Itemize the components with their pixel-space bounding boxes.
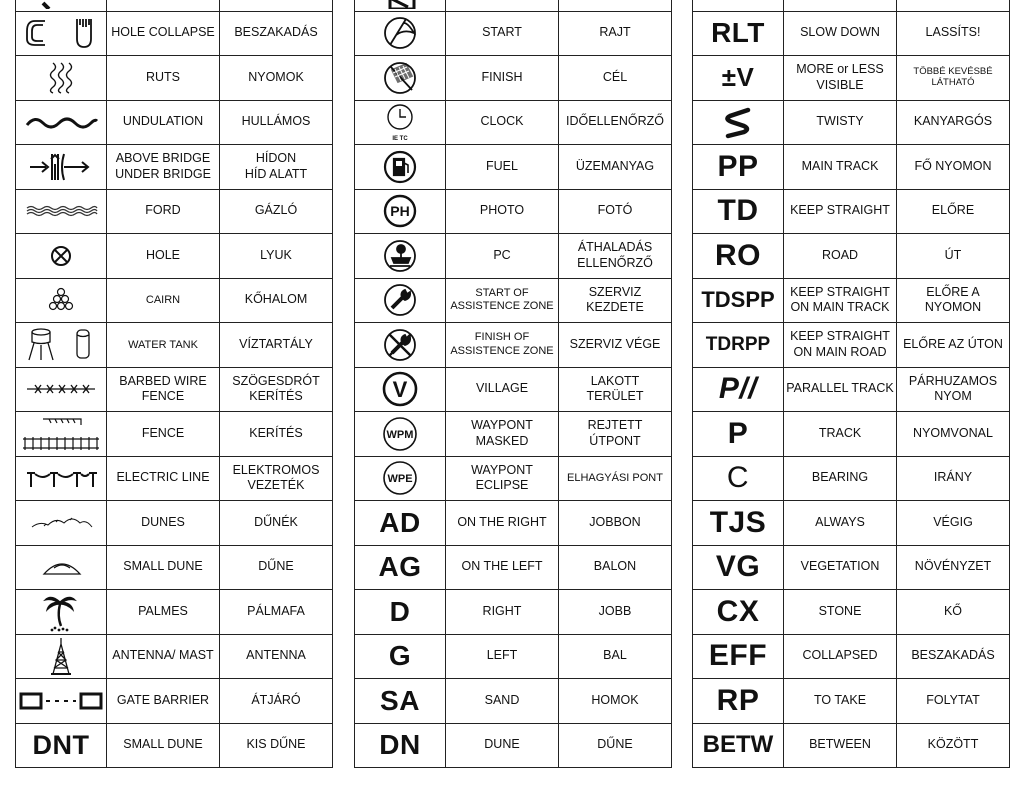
hungarian-term: SZÖGESDRÓT KERÍTÉS: [220, 367, 333, 412]
table-row: [355, 412, 672, 457]
finish-flag-icon: [355, 56, 446, 101]
village-icon: [355, 367, 446, 412]
table-row: [16, 100, 333, 145]
pc-stamp-icon: [355, 234, 446, 279]
hole-collapse-icon: [16, 11, 107, 56]
hungarian-term: IDŐELLENŐRZŐ: [559, 100, 672, 145]
legend-table-right: [692, 0, 1010, 768]
table-row: [693, 189, 1010, 234]
english-term: STONE: [784, 590, 897, 635]
fuel-icon: [355, 145, 446, 190]
english-term: [107, 0, 220, 11]
symbol-code: SA: [355, 679, 446, 724]
hungarian-term: SZERVIZ KEZDETE: [559, 278, 672, 323]
table-row: [355, 56, 672, 101]
english-term: FORD: [107, 189, 220, 234]
table-row: [693, 634, 1010, 679]
english-term: LEFT: [446, 634, 559, 679]
hungarian-term: GÁZLÓ: [220, 189, 333, 234]
top-cut-icon: [693, 0, 784, 11]
barbed-wire-icon: [16, 367, 107, 412]
hungarian-term: DŰNÉK: [220, 501, 333, 546]
hungarian-term: VÍZTARTÁLY: [220, 323, 333, 368]
english-term: BARBED WIRE FENCE: [107, 367, 220, 412]
table-row: [355, 323, 672, 368]
table-row: [355, 590, 672, 635]
hungarian-term: SZERVIZ VÉGE: [559, 323, 672, 368]
undulation-icon: [16, 100, 107, 145]
english-term: KEEP STRAIGHT: [784, 189, 897, 234]
english-term: WATER TANK: [107, 323, 220, 368]
table-row: [355, 0, 672, 11]
svg-text:WPE: WPE: [387, 473, 413, 486]
hungarian-term: ÜZEMANYAG: [559, 145, 672, 190]
electric-line-icon: [16, 456, 107, 501]
table-row: [16, 323, 333, 368]
english-term: BETWEEN: [784, 723, 897, 768]
table-row: [355, 634, 672, 679]
ford-icon: [16, 189, 107, 234]
hungarian-term: [220, 0, 333, 11]
english-term: ABOVE BRIDGE UNDER BRIDGE: [107, 145, 220, 190]
legend-table-left: [15, 0, 333, 768]
english-term: PHOTO: [446, 189, 559, 234]
english-term: PC: [446, 234, 559, 279]
table-row: [16, 723, 333, 768]
table-row: [693, 501, 1010, 546]
symbol-code: DN: [355, 723, 446, 768]
hungarian-term: HULLÁMOS: [220, 100, 333, 145]
english-term: SMALL DUNE: [107, 723, 220, 768]
table-row: [16, 145, 333, 190]
english-term: SAND: [446, 679, 559, 724]
photo-icon: [355, 189, 446, 234]
table-row: [16, 412, 333, 457]
fence-icon: [16, 412, 107, 457]
top-cut-icon: [355, 0, 446, 11]
table-row: [693, 278, 1010, 323]
hungarian-term: JOBBON: [559, 501, 672, 546]
table-row: [693, 0, 1010, 11]
hungarian-term: ELEKTROMOS VEZETÉK: [220, 456, 333, 501]
english-term: ROAD: [784, 234, 897, 279]
english-term: ANTENNA/ MAST: [107, 634, 220, 679]
waypoint-eclipse-icon: [355, 456, 446, 501]
table-row: [355, 278, 672, 323]
hungarian-term: KŐHALOM: [220, 278, 333, 323]
hungarian-term: [897, 0, 1010, 11]
table-row: [693, 11, 1010, 56]
hungarian-term: HÍDON HÍD ALATT: [220, 145, 333, 190]
svg-text:WPM: WPM: [386, 428, 414, 441]
table-row: [355, 367, 672, 412]
english-term: VEGETATION: [784, 545, 897, 590]
table-row: [16, 367, 333, 412]
small-dune-icon: [16, 545, 107, 590]
english-term: ALWAYS: [784, 501, 897, 546]
symbol-code: C: [693, 456, 784, 501]
table-row: [355, 545, 672, 590]
english-term: UNDULATION: [107, 100, 220, 145]
bridge-icon: [16, 145, 107, 190]
table-row: [355, 456, 672, 501]
svg-text:PH: PH: [390, 203, 410, 220]
table-row: [355, 501, 672, 546]
table-row: [355, 100, 672, 145]
english-term: [784, 0, 897, 11]
table-row: [693, 412, 1010, 457]
english-term: START: [446, 11, 559, 56]
english-term: [446, 0, 559, 11]
table-row: [355, 723, 672, 768]
table-row: [16, 456, 333, 501]
english-term: TRACK: [784, 412, 897, 457]
table-row: [16, 501, 333, 546]
english-term: MAIN TRACK: [784, 145, 897, 190]
hungarian-term: ELŐRE A NYOMON: [897, 278, 1010, 323]
symbol-code: RO: [693, 234, 784, 279]
hungarian-term: KŐ: [897, 590, 1010, 635]
table-row: [693, 545, 1010, 590]
english-term: PALMES: [107, 590, 220, 635]
waypoint-masked-icon: [355, 412, 446, 457]
hungarian-term: [559, 0, 672, 11]
english-term: PARALLEL TRACK: [784, 367, 897, 412]
hungarian-term: FOLYTAT: [897, 679, 1010, 724]
symbol-code: D: [355, 590, 446, 635]
symbol-code: VG: [693, 545, 784, 590]
hungarian-term: KANYARGÓS: [897, 100, 1010, 145]
hungarian-term: LAKOTT TERÜLET: [559, 367, 672, 412]
table-row: [16, 189, 333, 234]
english-term: TO TAKE: [784, 679, 897, 724]
hungarian-term: KÖZÖTT: [897, 723, 1010, 768]
hungarian-term: ELHAGYÁSI PONT: [559, 456, 672, 501]
legend-table-middle: [354, 0, 672, 768]
symbol-code: G: [355, 634, 446, 679]
symbol-code: PP: [693, 145, 784, 190]
top-cut-icon: [16, 0, 107, 11]
english-term: RIGHT: [446, 590, 559, 635]
antenna-icon: [16, 634, 107, 679]
hungarian-term: NYOMVONAL: [897, 412, 1010, 457]
water-tank-icon: [16, 323, 107, 368]
table-row: [355, 189, 672, 234]
hungarian-term: BALON: [559, 545, 672, 590]
english-term: VILLAGE: [446, 367, 559, 412]
symbol-code: EFF: [693, 634, 784, 679]
english-term: GATE BARRIER: [107, 679, 220, 724]
table-row: [16, 679, 333, 724]
table-row: [355, 11, 672, 56]
hungarian-term: NYOMOK: [220, 56, 333, 101]
hungarian-term: PÁLMAFA: [220, 590, 333, 635]
table-row: [16, 11, 333, 56]
english-term: WAYPONT MASKED: [446, 412, 559, 457]
symbol-code: AG: [355, 545, 446, 590]
hungarian-term: IRÁNY: [897, 456, 1010, 501]
symbol-code: TJS: [693, 501, 784, 546]
hungarian-term: LYUK: [220, 234, 333, 279]
symbol-code: ±V: [693, 56, 784, 101]
hungarian-term: HOMOK: [559, 679, 672, 724]
table-row: [16, 634, 333, 679]
english-term: SLOW DOWN: [784, 11, 897, 56]
table-row: [693, 723, 1010, 768]
english-term: WAYPONT ECLIPSE: [446, 456, 559, 501]
english-term: DUNES: [107, 501, 220, 546]
symbol-code: BETW: [693, 723, 784, 768]
english-term: FINISH OF ASSISTENCE ZONE: [446, 323, 559, 368]
table-row: [16, 278, 333, 323]
symbol-code: P//: [693, 367, 784, 412]
hungarian-term: VÉGIG: [897, 501, 1010, 546]
hungarian-term: TÖBBÉ KEVÉSBÉ LÁTHATÓ: [897, 56, 1010, 101]
hungarian-term: ELŐRE: [897, 189, 1010, 234]
hungarian-term: BESZAKADÁS: [220, 11, 333, 56]
table-row: [693, 56, 1010, 101]
hungarian-term: RAJT: [559, 11, 672, 56]
hungarian-term: NÖVÉNYZET: [897, 545, 1010, 590]
table-row: [16, 0, 333, 11]
table-row: [16, 545, 333, 590]
hungarian-term: FOTÓ: [559, 189, 672, 234]
symbol-code: P: [693, 412, 784, 457]
hungarian-term: JOBB: [559, 590, 672, 635]
hungarian-term: DŰNE: [220, 545, 333, 590]
table-row: [693, 234, 1010, 279]
english-term: KEEP STRAIGHT ON MAIN TRACK: [784, 278, 897, 323]
english-term: RUTS: [107, 56, 220, 101]
hungarian-term: KIS DŰNE: [220, 723, 333, 768]
english-term: HOLE: [107, 234, 220, 279]
hungarian-term: ÚT: [897, 234, 1010, 279]
english-term: CAIRN: [107, 278, 220, 323]
table-row: [16, 56, 333, 101]
hungarian-term: LASSÍTS!: [897, 11, 1010, 56]
english-term: FENCE: [107, 412, 220, 457]
start-flag-icon: [355, 11, 446, 56]
english-term: ELECTRIC LINE: [107, 456, 220, 501]
hungarian-term: ANTENNA: [220, 634, 333, 679]
svg-text:IE TC: IE TC: [392, 136, 408, 143]
wrench-icon: [355, 278, 446, 323]
symbol-code: RLT: [693, 11, 784, 56]
table-row: [693, 590, 1010, 635]
table-row: [16, 590, 333, 635]
hungarian-term: BAL: [559, 634, 672, 679]
symbol-code: CX: [693, 590, 784, 635]
symbol-code: RP: [693, 679, 784, 724]
wrench-crossed-icon: [355, 323, 446, 368]
symbol-code: TDSPP: [693, 278, 784, 323]
english-term: TWISTY: [784, 100, 897, 145]
hungarian-term: REJTETT ÚTPONT: [559, 412, 672, 457]
cairn-icon: [16, 278, 107, 323]
table-row: [693, 367, 1010, 412]
palm-icon: [16, 590, 107, 635]
table-row: [355, 679, 672, 724]
english-term: ON THE LEFT: [446, 545, 559, 590]
english-term: ON THE RIGHT: [446, 501, 559, 546]
symbol-code: TDRPP: [693, 323, 784, 368]
hungarian-term: ELŐRE AZ ÚTON: [897, 323, 1010, 368]
gate-barrier-icon: [16, 679, 107, 724]
symbol-code: DNT: [16, 723, 107, 768]
english-term: SMALL DUNE: [107, 545, 220, 590]
symbol-code: TD: [693, 189, 784, 234]
hungarian-term: ÁTHALADÁS ELLENŐRZŐ: [559, 234, 672, 279]
hungarian-term: FŐ NYOMON: [897, 145, 1010, 190]
english-term: DUNE: [446, 723, 559, 768]
table-row: [16, 234, 333, 279]
hungarian-term: KERÍTÉS: [220, 412, 333, 457]
table-row: [355, 145, 672, 190]
svg-text:V: V: [392, 377, 408, 403]
english-term: START OF ASSISTENCE ZONE: [446, 278, 559, 323]
table-row: [693, 679, 1010, 724]
ruts-icon: [16, 56, 107, 101]
hole-icon: [16, 234, 107, 279]
hungarian-term: CÉL: [559, 56, 672, 101]
english-term: BEARING: [784, 456, 897, 501]
clock-icon: [355, 100, 446, 145]
dunes-icon: [16, 501, 107, 546]
english-term: FINISH: [446, 56, 559, 101]
table-row: [693, 145, 1010, 190]
symbol-code: AD: [355, 501, 446, 546]
table-row: [355, 234, 672, 279]
twisty-icon: [693, 100, 784, 145]
english-term: FUEL: [446, 145, 559, 190]
table-row: [693, 100, 1010, 145]
english-term: HOLE COLLAPSE: [107, 11, 220, 56]
hungarian-term: ÁTJÁRÓ: [220, 679, 333, 724]
english-term: CLOCK: [446, 100, 559, 145]
english-term: COLLAPSED: [784, 634, 897, 679]
english-term: KEEP STRAIGHT ON MAIN ROAD: [784, 323, 897, 368]
english-term: MORE or LESS VISIBLE: [784, 56, 897, 101]
hungarian-term: PÁRHUZAMOS NYOM: [897, 367, 1010, 412]
table-row: [693, 323, 1010, 368]
hungarian-term: DŰNE: [559, 723, 672, 768]
hungarian-term: BESZAKADÁS: [897, 634, 1010, 679]
table-row: [693, 456, 1010, 501]
